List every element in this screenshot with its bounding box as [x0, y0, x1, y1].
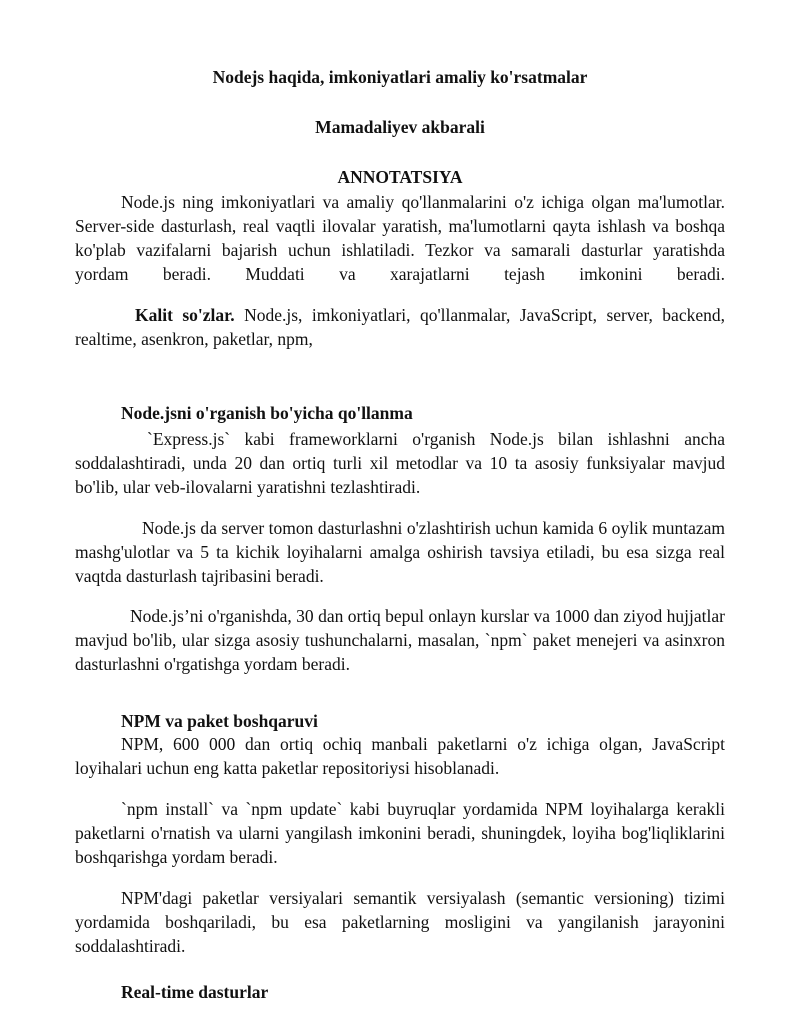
keywords-label: Kalit so'zlar. — [135, 305, 235, 325]
section-heading-realtime: Real-time dasturlar — [121, 982, 269, 1002]
section1-paragraph-1: `Express.js` kabi frameworklarni o'rganish Node.js bilan ishlashni ancha soddalashtiradi, unda 20 dan ortiq turli xil metodlar va 10 ta asosiy funksiyalar mavjud bo'lib, ular veb-ilovalarni yaratishni tezlashtiradi. — [75, 429, 725, 497]
section2-paragraph-1: NPM, 600 000 dan ortiq ochiq manbali paketlarni o'z ichiga olgan, JavaScript loyihalari uchun eng katta paketlar repositoriysi hisoblanadi. — [75, 734, 725, 778]
section1-paragraph-3: Node.js’ni o'rganishda, 30 dan ortiq bepul onlayn kurslar va 1000 dan ziyod hujjatlar mavjud bo'lib, ular sizga asosiy tushunchalarni, masalan, `npm` paket menejeri va asinxron dasturlashni o'rgatishga yordam beradi. — [75, 606, 725, 674]
section-heading-npm: NPM va paket boshqaruvi — [121, 711, 318, 731]
annotation-heading: ANNOTATSIYA — [337, 167, 463, 187]
section1-paragraph-2: Node.js da server tomon dasturlashni o'zlashtirish uchun kamida 6 oylik muntazam mashg'ulotlar va 5 ta kichik loyihalarni amalga oshirish tavsiya etiladi, bu esa sizga real vaqtda dasturlash tajribasini beradi. — [75, 518, 725, 586]
keywords-paragraph — [75, 303, 725, 351]
annotation-paragraph: Node.js ning imkoniyatlari va amaliy qo'llanmalarini o'z ichiga olgan ma'lumotlar. Server-side dasturlash, real vaqtli ilovalar yaratish, ma'lumotlarni qayta ishlash va boshqa ko'plab vazifalarni bajarish uchun ishlatiladi. Tezkor va samarali dasturlar yaratishda yordam beradi. Muddati va xarajatlarni tejash imkonini beradi. — [75, 192, 725, 284]
section2-paragraph-2: `npm install` va `npm update` kabi buyruqlar yordamida NPM loyihalarga kerakli paketlarni o'rnatish va ularni yangilash imkonini beradi, shuningdek, loyiha bog'liqliklarini boshqarishga yordam beradi. — [75, 799, 725, 867]
author-name: Mamadaliyev akbarali — [315, 117, 485, 137]
document-title: Nodejs haqida, imkoniyatlari amaliy ko'rsatmalar — [212, 67, 588, 87]
section-heading-nodejs-guide: Node.jsni o'rganish bo'yicha qo'llanma — [121, 403, 413, 423]
section2-paragraph-3: NPM'dagi paketlar versiyalari semantik versiyalash (semantic versioning) tizimi yordamida boshqariladi, bu esa paketlarning mosligini va yangilanish jarayonini soddalashtiradi. — [75, 888, 725, 956]
keywords-text: Node.js, imkoniyatlari, qo'llanmalar, JavaScript, server, backend, realtime, asenkron, paketlar, npm, — [75, 305, 725, 349]
